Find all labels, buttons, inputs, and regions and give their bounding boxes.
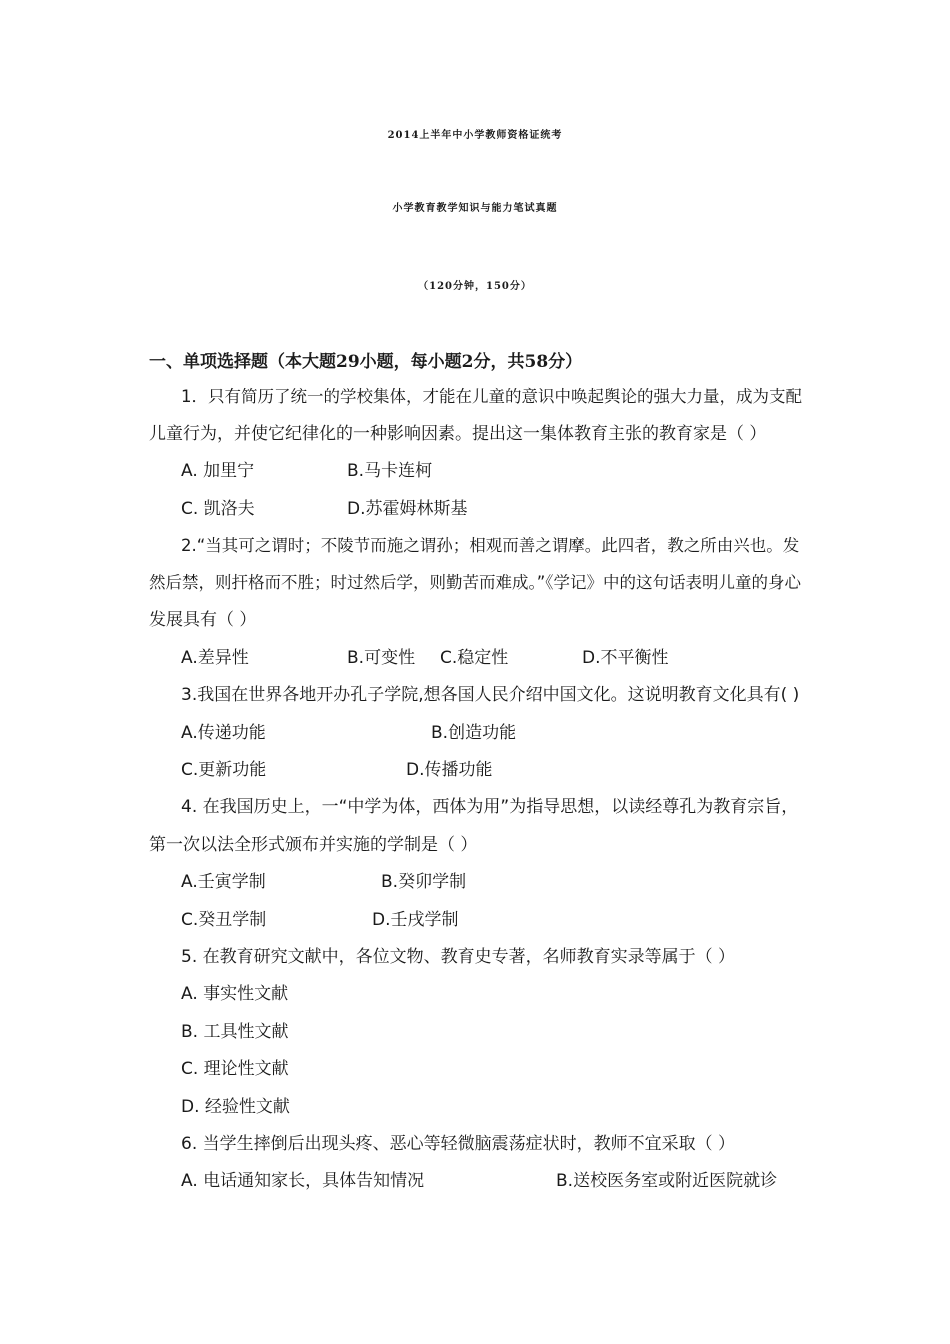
question-3-option-c: C.更新功能 — [181, 760, 267, 780]
question-4-option-b: B.癸卯学制 — [381, 872, 467, 892]
exam-title-line2: 小学教育教学知识与能力笔试真题 — [392, 203, 558, 214]
question-2-line-3: 发展具有（ ） — [149, 610, 257, 630]
question-4-option-c: C.癸丑学制 — [181, 910, 267, 930]
question-3-option-a: A.传递功能 — [181, 723, 266, 743]
question-5-option-b: B. 工具性文献 — [181, 1022, 289, 1042]
question-2-line-2: 然后禁，则扞格而不胜；时过然后学，则勤苦而难成。”《学记》中的这句话表明儿童的身心 — [149, 573, 802, 592]
question-3-line-1: 3.我国在世界各地开办孔子学院,想各国人民介绍中国文化。这说明教育文化具有( ) — [181, 685, 800, 705]
question-5-option-d: D. 经验性文献 — [181, 1097, 290, 1117]
question-3-option-b: B.创造功能 — [431, 723, 517, 743]
question-4-line-1: 4. 在我国历史上，一“中学为体，西体为用”为指导思想，以读经尊孔为教育宗旨， — [181, 797, 799, 817]
question-1-line-1: 1．只有简历了统一的学校集体，才能在儿童的意识中唤起舆论的强大力量，成为支配 — [181, 387, 802, 406]
question-5-option-c: C. 理论性文献 — [181, 1059, 289, 1079]
question-1-line-2: 儿童行为，并使它纪律化的一种影响因素。提出这一集体教育主张的教育家是（ ） — [149, 424, 767, 444]
question-6-option-a: A. 电话通知家长，具体告知情况 — [181, 1171, 425, 1191]
section-heading: 一、单项选择题（本大题29小题，每小题2分，共58分） — [149, 352, 583, 372]
question-5-line-1: 5. 在教育研究文献中，各位文物、教育史专著，名师教育实录等属于（ ） — [181, 947, 736, 967]
exam-duration-score: （120分钟，150分） — [418, 281, 532, 292]
question-2-option-d: D.不平衡性 — [582, 648, 669, 668]
question-2-option-c: C.稳定性 — [440, 648, 509, 668]
question-6-option-b: B.送校医务室或附近医院就诊 — [556, 1171, 778, 1191]
question-2-option-b: B.可变性 — [347, 648, 416, 668]
question-1-option-b: B.马卡连柯 — [347, 461, 433, 481]
question-6-line-1: 6. 当学生摔倒后出现头疼、恶心等轻微脑震荡症状时，教师不宜采取（ ） — [181, 1134, 736, 1154]
question-2-option-a: A.差异性 — [181, 648, 249, 668]
exam-title-line1: 2014上半年中小学教师资格证统考 — [387, 130, 563, 141]
question-4-line-2: 第一次以法全形式颁布并实施的学制是（ ） — [149, 835, 478, 855]
question-1-option-d: D.苏霍姆林斯基 — [347, 499, 468, 519]
question-4-option-a: A.壬寅学制 — [181, 872, 266, 892]
question-4-option-d: D.壬戌学制 — [372, 910, 459, 930]
question-2-line-1: 2.“当其可之谓时；不陵节而施之谓孙；相观而善之谓摩。此四者，教之所由兴也。发 — [181, 536, 800, 555]
question-1-option-a: A. 加里宁 — [181, 461, 255, 481]
question-1-option-c: C. 凯洛夫 — [181, 499, 255, 519]
question-5-option-a: A. 事实性文献 — [181, 984, 289, 1004]
question-3-option-d: D.传播功能 — [406, 760, 493, 780]
